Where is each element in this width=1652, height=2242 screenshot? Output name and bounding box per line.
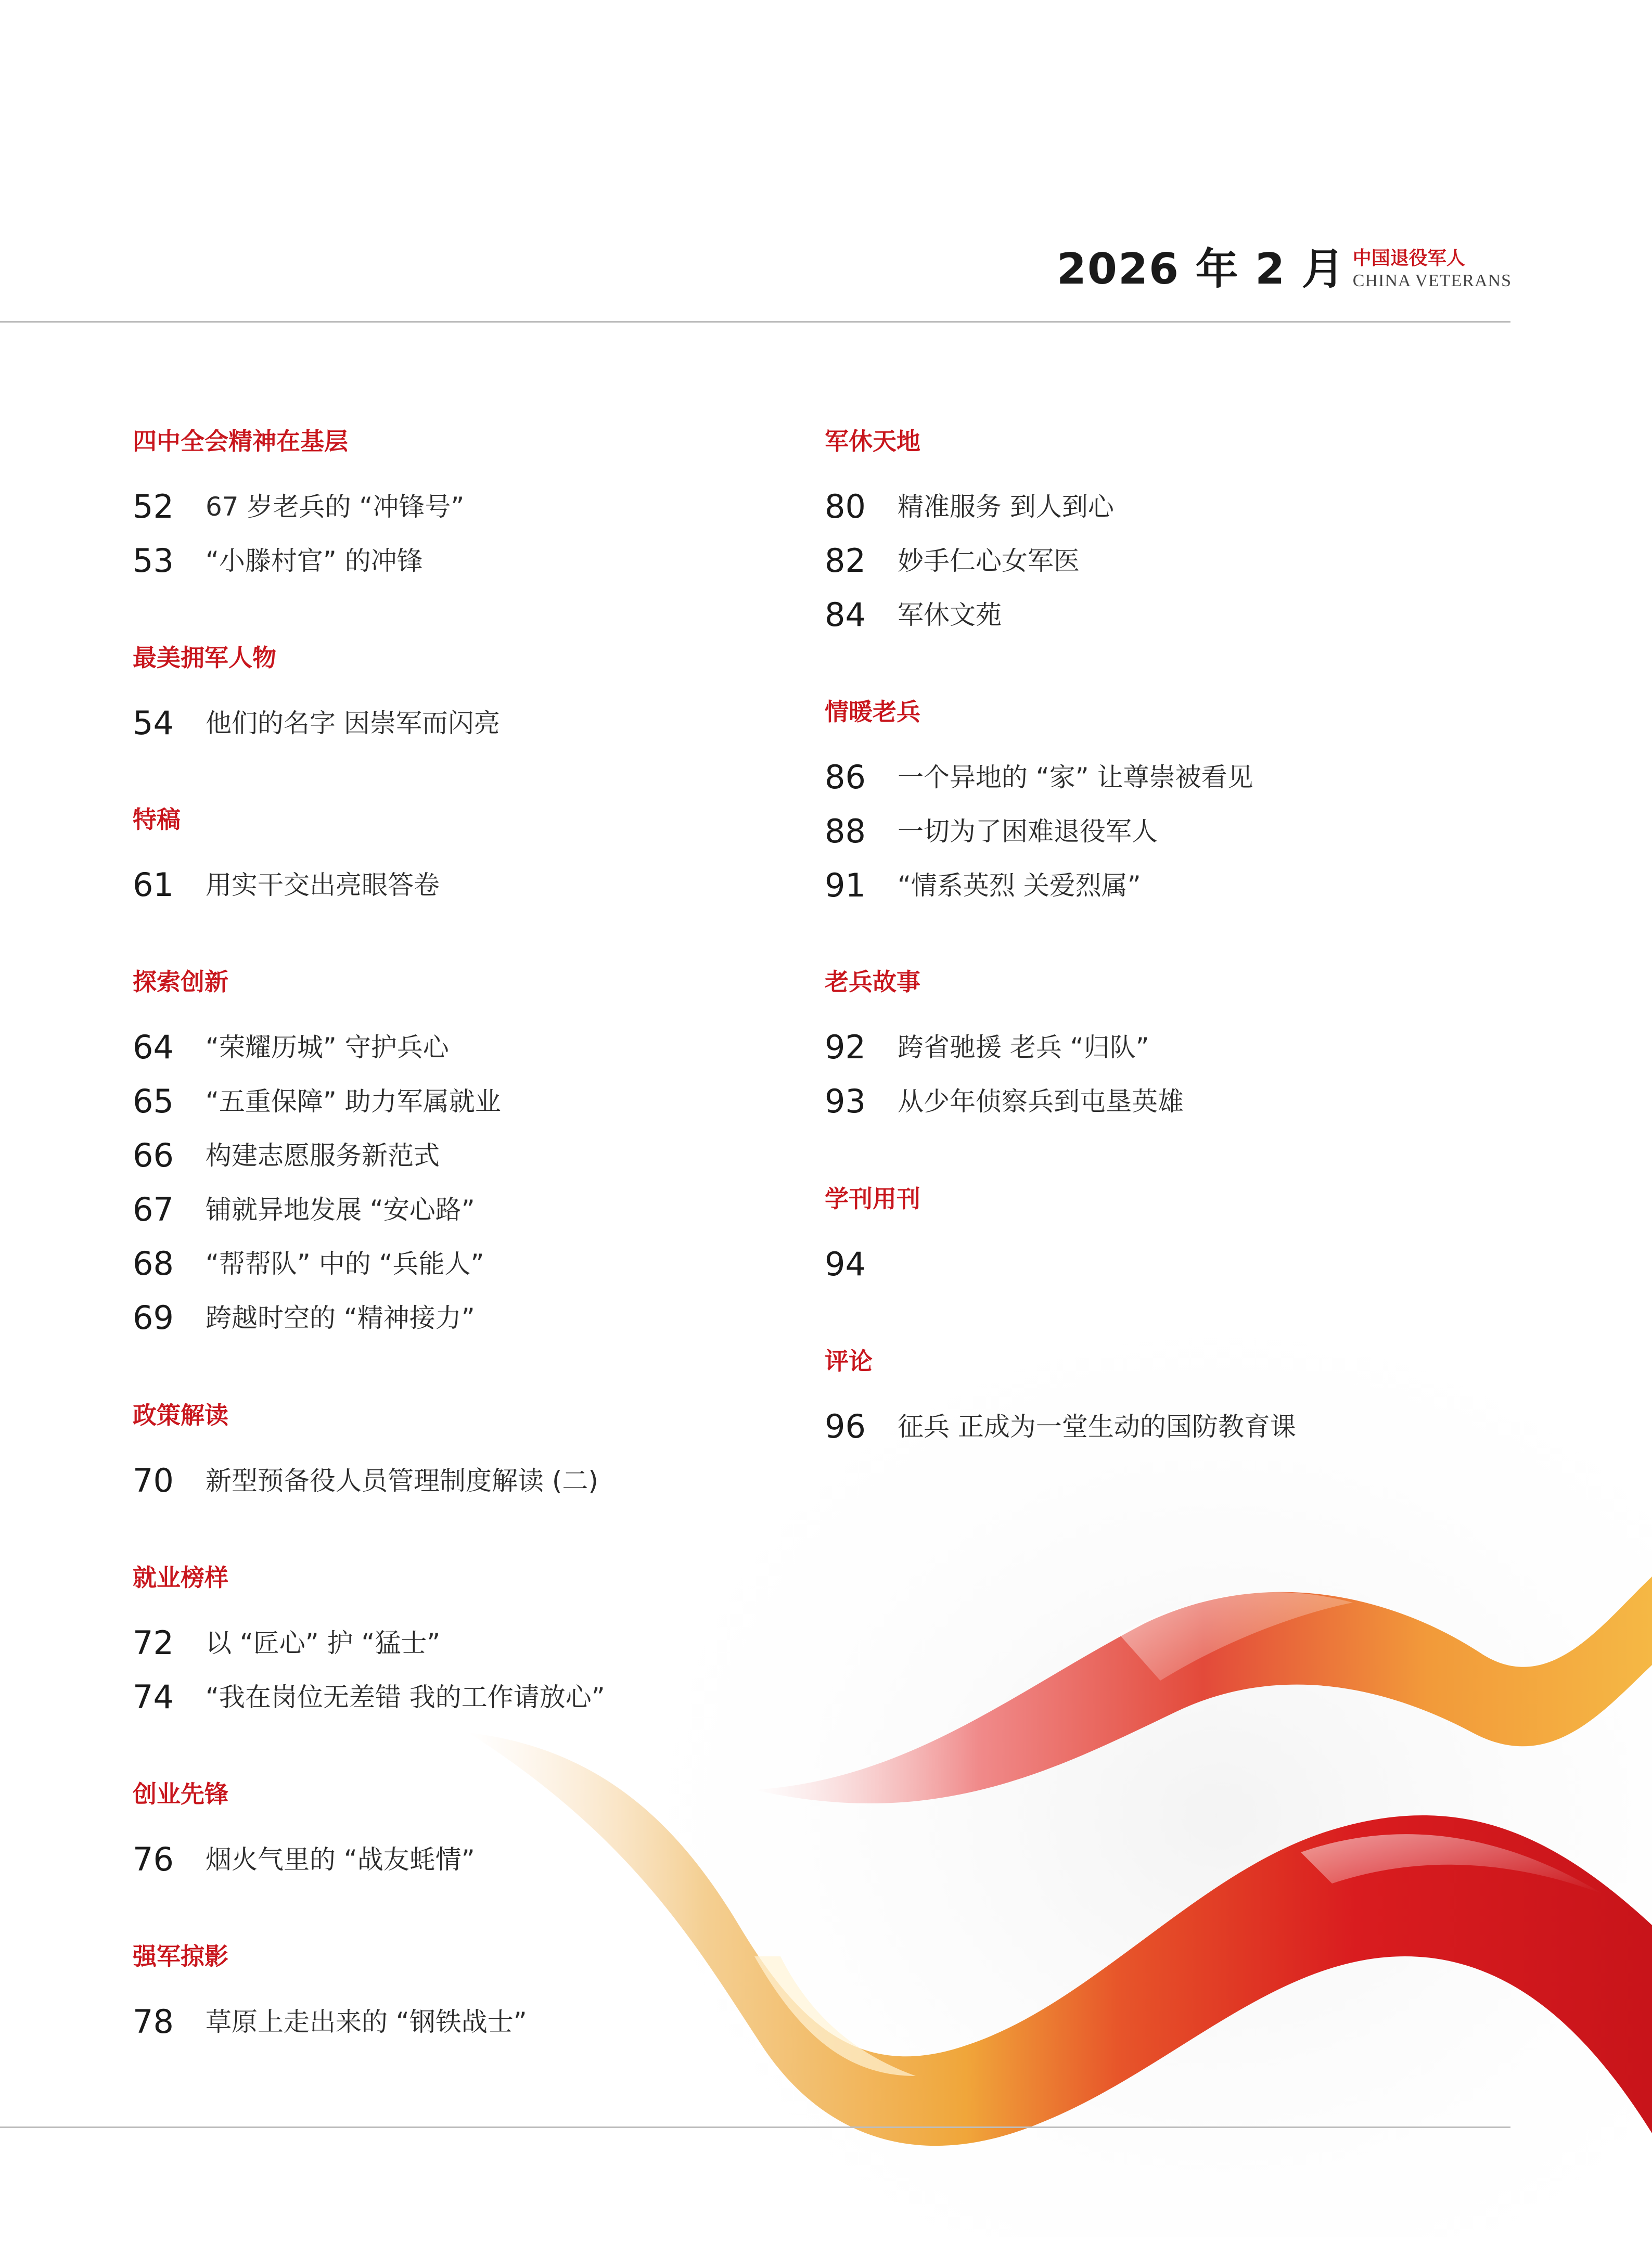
article-title: 跨省驰援 老兵 “归队” — [898, 1032, 1149, 1062]
masthead — [1057, 238, 1512, 301]
article-title: 跨越时空的 “精神接力” — [206, 1303, 475, 1333]
toc-entry[interactable] — [825, 588, 1114, 642]
page-number: 92 — [825, 1028, 866, 1066]
toc-entry[interactable] — [825, 534, 1114, 588]
section-title: 政策解读 — [133, 1401, 228, 1429]
article-title: 从少年侦察兵到屯垦英雄 — [898, 1086, 1184, 1117]
section-title: 探索创新 — [133, 968, 228, 996]
article-title: 一切为了困难退役军人 — [898, 816, 1158, 847]
page-number: 54 — [133, 704, 174, 742]
article-title: 烟火气里的 “战友蚝情” — [206, 1844, 475, 1875]
toc-section — [133, 804, 440, 912]
section-title: 创业先锋 — [133, 1780, 228, 1808]
toc-entry[interactable] — [825, 1020, 1184, 1074]
footer-divider — [0, 2126, 1510, 2128]
article-title: 用实干交出亮眼答卷 — [206, 870, 440, 900]
page-number: 91 — [825, 866, 866, 904]
article-title: 征兵 正成为一堂生动的国防教育课 — [898, 1412, 1296, 1442]
toc-entry[interactable] — [133, 1074, 501, 1129]
page-number: 84 — [825, 596, 866, 634]
toc-entry[interactable] — [133, 1454, 598, 1508]
article-title: “情系英烈 关爱烈属” — [898, 870, 1141, 901]
article-title: 一个异地的 “家” 让尊崇被看见 — [898, 762, 1253, 792]
page-number: 65 — [133, 1082, 174, 1120]
page-number: 53 — [133, 542, 174, 580]
toc-section — [825, 966, 1184, 1129]
section-title: 军休天地 — [825, 427, 920, 455]
page-number: 96 — [825, 1407, 866, 1445]
section-title: 最美拥军人物 — [133, 644, 276, 672]
page-number: 66 — [133, 1136, 174, 1174]
article-title: 精准服务 到人到心 — [898, 492, 1114, 522]
toc-section — [133, 1778, 475, 1887]
page-number: 76 — [133, 1840, 174, 1878]
page-number: 88 — [825, 812, 866, 850]
section-title: 就业榜样 — [133, 1564, 228, 1592]
toc-section — [133, 1941, 527, 2049]
toc-entry[interactable] — [825, 859, 1253, 913]
article-title: 67 岁老兵的 “冲锋号” — [206, 492, 465, 522]
toc-entry[interactable] — [133, 1616, 605, 1670]
page-number: 74 — [133, 1678, 174, 1716]
toc-section — [133, 426, 464, 588]
article-title: 以 “匠心” 护 “猛士” — [206, 1628, 441, 1658]
article-title: “我在岗位无差错 我的工作请放心” — [206, 1682, 605, 1712]
article-title: 他们的名字 因崇军而闪亮 — [206, 708, 500, 738]
toc-entry[interactable] — [133, 1237, 501, 1291]
section-title: 特稿 — [133, 805, 181, 834]
article-title: 妙手仁心女军医 — [898, 546, 1080, 576]
article-title: 军休文苑 — [898, 600, 1002, 630]
page-number: 93 — [825, 1082, 866, 1120]
article-title: 构建志愿服务新范式 — [206, 1141, 440, 1171]
page-number: 72 — [133, 1624, 174, 1662]
section-title: 学刊用刊 — [825, 1185, 920, 1213]
toc-entry[interactable] — [133, 1183, 501, 1237]
toc-section — [133, 642, 500, 750]
page-number: 94 — [825, 1245, 866, 1283]
section-title: 情暖老兵 — [825, 698, 920, 726]
toc-section — [825, 426, 1114, 642]
article-title: 草原上走出来的 “钢铁战士” — [206, 2007, 527, 2037]
section-title: 老兵故事 — [825, 968, 920, 996]
toc-section — [133, 1562, 605, 1724]
page-number: 70 — [133, 1462, 174, 1500]
toc-section — [825, 1346, 1296, 1454]
toc-entry[interactable] — [133, 534, 464, 588]
article-title: “帮帮队” 中的 “兵能人” — [206, 1249, 484, 1279]
brand-name-cn: 中国退役军人 — [1352, 248, 1465, 269]
toc-entry[interactable] — [133, 1995, 527, 2049]
article-title: “荣耀历城” 守护兵心 — [206, 1032, 449, 1062]
page-number: 80 — [825, 488, 866, 526]
brand-logo — [1353, 249, 1512, 290]
toc-entry[interactable] — [133, 1129, 501, 1183]
page-number: 69 — [133, 1299, 174, 1337]
toc-entry[interactable] — [133, 480, 464, 534]
section-title: 评论 — [825, 1347, 873, 1375]
article-title: 铺就异地发展 “安心路” — [206, 1195, 475, 1225]
brand-name-en: CHINA VETERANS — [1352, 271, 1512, 290]
page-number: 82 — [825, 542, 866, 580]
toc-entry[interactable] — [133, 858, 440, 912]
toc-entry[interactable] — [825, 750, 1253, 804]
toc-section — [825, 696, 1253, 913]
toc-entry[interactable] — [133, 1670, 605, 1724]
header-divider — [0, 321, 1510, 323]
page-number: 68 — [133, 1245, 174, 1283]
section-title: 强军掠影 — [133, 1942, 228, 1970]
article-title: 新型预备役人员管理制度解读 (二) — [206, 1466, 598, 1496]
toc-entry[interactable] — [133, 1833, 475, 1887]
toc-section — [825, 1183, 920, 1291]
page-number: 61 — [133, 866, 174, 904]
toc-entry[interactable] — [825, 1074, 1184, 1129]
toc-entry[interactable] — [825, 480, 1114, 534]
issue-date: 2026 年 2 月 — [1056, 245, 1346, 294]
page-number: 67 — [133, 1190, 174, 1228]
page-number: 78 — [133, 2003, 174, 2041]
toc-entry[interactable] — [133, 1020, 501, 1074]
toc-entry[interactable] — [133, 696, 500, 750]
toc-entry[interactable] — [825, 1400, 1296, 1454]
article-title: “小滕村官” 的冲锋 — [206, 546, 423, 576]
section-title: 四中全会精神在基层 — [133, 427, 348, 455]
toc-section — [133, 1400, 598, 1508]
toc-entry[interactable] — [133, 1291, 501, 1345]
toc-entry[interactable] — [825, 1237, 920, 1291]
page-number: 64 — [133, 1028, 174, 1066]
page-number: 86 — [825, 758, 866, 796]
toc-section — [133, 966, 501, 1345]
toc-entry[interactable] — [825, 804, 1253, 859]
page-number: 52 — [133, 488, 174, 526]
article-title: “五重保障” 助力军属就业 — [206, 1086, 501, 1117]
